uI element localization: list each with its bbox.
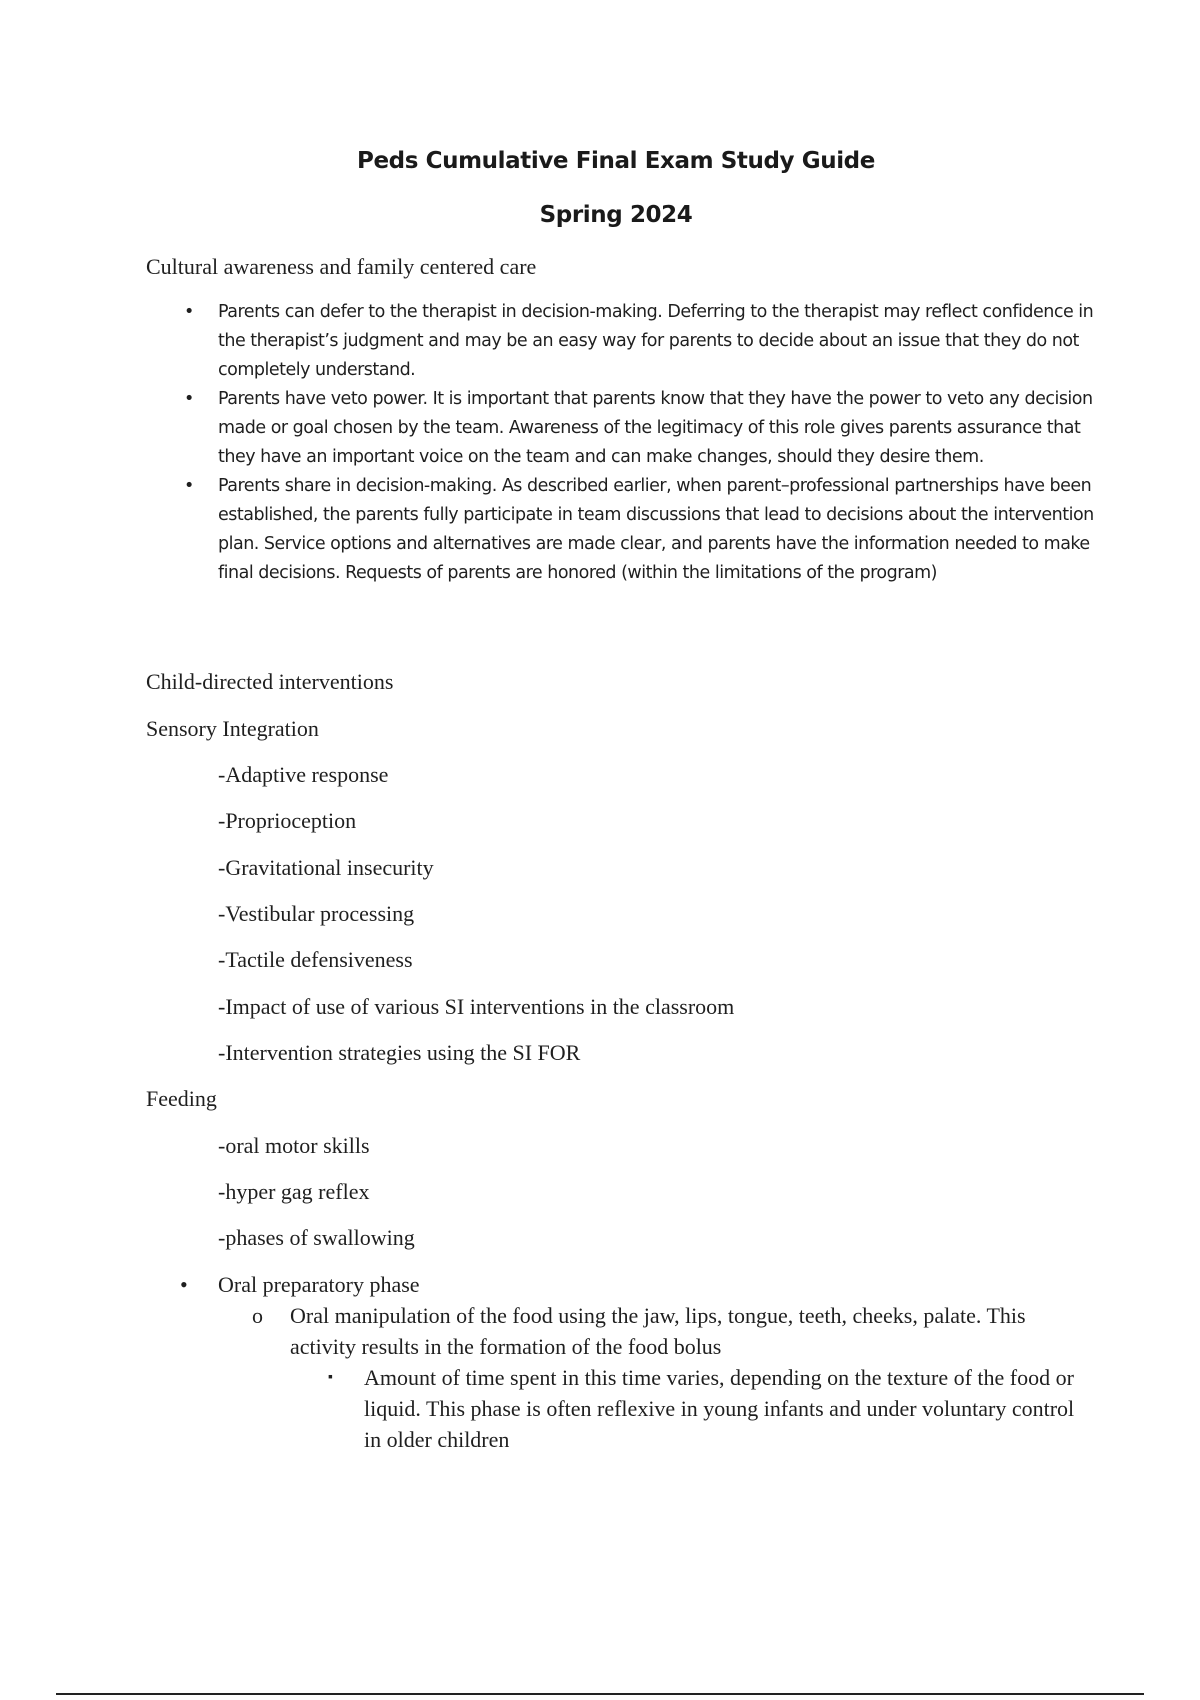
phase-note-text: Amount of time spent in this time varies, depending on the texture of the food or liquid. This phase is often reflexive in young infants and under voluntary control in older children — [364, 1365, 1075, 1452]
bullet-text: Parents share in decision-making. As described earlier, when parent–professional partnerships have been established, the parents fully participate in team discussions that lead to decisions about the intervention plan. Service options and alternatives are made clear, and parents have the information needed to make final decisions. Requests of parents are honored (within the limitations of the program) — [218, 476, 1094, 583]
list-item — [146, 298, 1096, 385]
phase-item — [180, 1269, 1098, 1300]
list-item: -hyper gag reflex — [218, 1179, 370, 1204]
bullet-marker: • — [184, 302, 194, 322]
bullet-marker: • — [184, 389, 194, 409]
square-marker: ▪ — [328, 1370, 333, 1385]
section-heading-cultural: Cultural awareness and family centered care — [146, 254, 537, 279]
bullet-text: Parents can defer to the therapist in decision-making. Deferring to the therapist may reflect confidence in the therapist’s judgment and may be an easy way for parents to decide about an issue that they do not completely understand. — [218, 302, 1094, 380]
list-item: -Proprioception — [218, 808, 357, 833]
phase-detail-text: Oral manipulation of the food using the jaw, lips, tongue, teeth, cheeks, palate. This activity results in the formation of the food bolus — [290, 1303, 1026, 1359]
list-item: -Gravitational insecurity — [218, 855, 434, 880]
section-heading-child-directed: Child-directed interventions — [146, 669, 394, 694]
list-item: -oral motor skills — [218, 1133, 370, 1158]
page-subtitle: Spring 2024 — [539, 202, 693, 228]
page-title: Peds Cumulative Final Exam Study Guide — [357, 148, 875, 174]
circle-marker: o — [252, 1303, 263, 1328]
phase-label: Oral preparatory phase — [218, 1272, 420, 1297]
list-item: -Adaptive response — [218, 762, 389, 787]
list-item: -Vestibular processing — [218, 901, 415, 926]
list-item: -Intervention strategies using the SI FOR — [218, 1040, 581, 1065]
bullet-text: Parents have veto power. It is important that parents know that they have the power to veto any decision made or goal chosen by the team. Awareness of the legitimacy of this role gives parents assurance that they have an important voice on the team and can make changes, should they desire them. — [218, 389, 1093, 467]
list-item — [146, 385, 1096, 472]
bullet-marker: • — [180, 1272, 188, 1297]
list-item: -phases of swallowing — [218, 1225, 415, 1250]
footer-divider — [56, 1693, 1144, 1695]
list-item: -Impact of use of various SI interventions in the classroom — [218, 994, 735, 1019]
list-item — [146, 472, 1096, 588]
phase-detail-item — [252, 1300, 1090, 1362]
section-heading-sensory-integration: Sensory Integration — [146, 716, 319, 741]
section-heading-feeding: Feeding — [146, 1086, 217, 1111]
bullet-marker: • — [184, 476, 194, 496]
list-item: -Tactile defensiveness — [218, 947, 413, 972]
cultural-bullet-list — [146, 298, 1096, 588]
phase-note-item — [328, 1362, 1084, 1455]
